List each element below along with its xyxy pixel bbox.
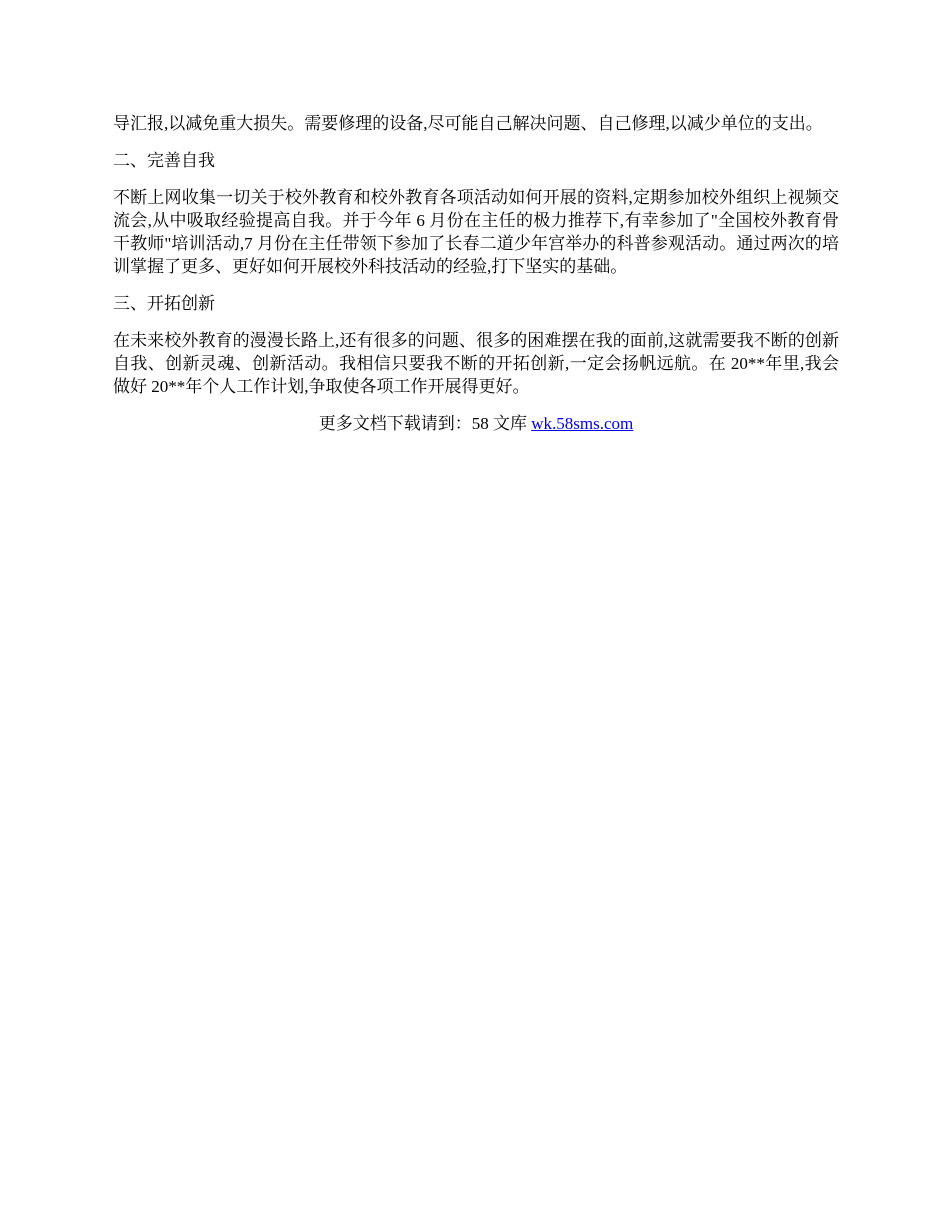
section-heading-innovation: 三、开拓创新 bbox=[113, 294, 215, 313]
download-footer bbox=[113, 412, 839, 435]
section-heading-improve-self: 二、完善自我 bbox=[113, 151, 215, 170]
footer-link[interactable]: wk.58sms.com bbox=[531, 414, 634, 433]
spacer bbox=[113, 172, 839, 186]
footer-prefix: 更多文档下载请到：58 文库 bbox=[318, 414, 532, 433]
spacer bbox=[113, 315, 839, 329]
section-body-improve-self: 不断上网收集一切关于校外教育和校外教育各项活动如何开展的资料,定期参加校外组织上视频交流会,从中吸取经验提高自我。并于今年 6 月份在主任的极力推荐下,有幸参加了"全国校外教育骨干教师"培训活动,7 月份在主任带领下参加了长春二道少年宫举办的科普参观活动。通过两次的培训掌握了更多、更好如何开展校外科技活动的经验,打下坚实的基础。 bbox=[113, 188, 839, 276]
document-page bbox=[113, 112, 839, 435]
section-body-innovation: 在未来校外教育的漫漫长路上,还有很多的问题、很多的困难摆在我的面前,这就需要我不断的创新自我、创新灵魂、创新活动。我相信只要我不断的开拓创新,一定会扬帆远航。在 20**年里,我会做好 20**年个人工作计划,争取使各项工作开展得更好。 bbox=[113, 331, 839, 396]
paragraph-continued: 导汇报,以减免重大损失。需要修理的设备,尽可能自己解决问题、自己修理,以减少单位的支出。 bbox=[113, 114, 823, 133]
spacer bbox=[113, 398, 839, 412]
spacer bbox=[113, 278, 839, 292]
spacer bbox=[113, 135, 839, 149]
